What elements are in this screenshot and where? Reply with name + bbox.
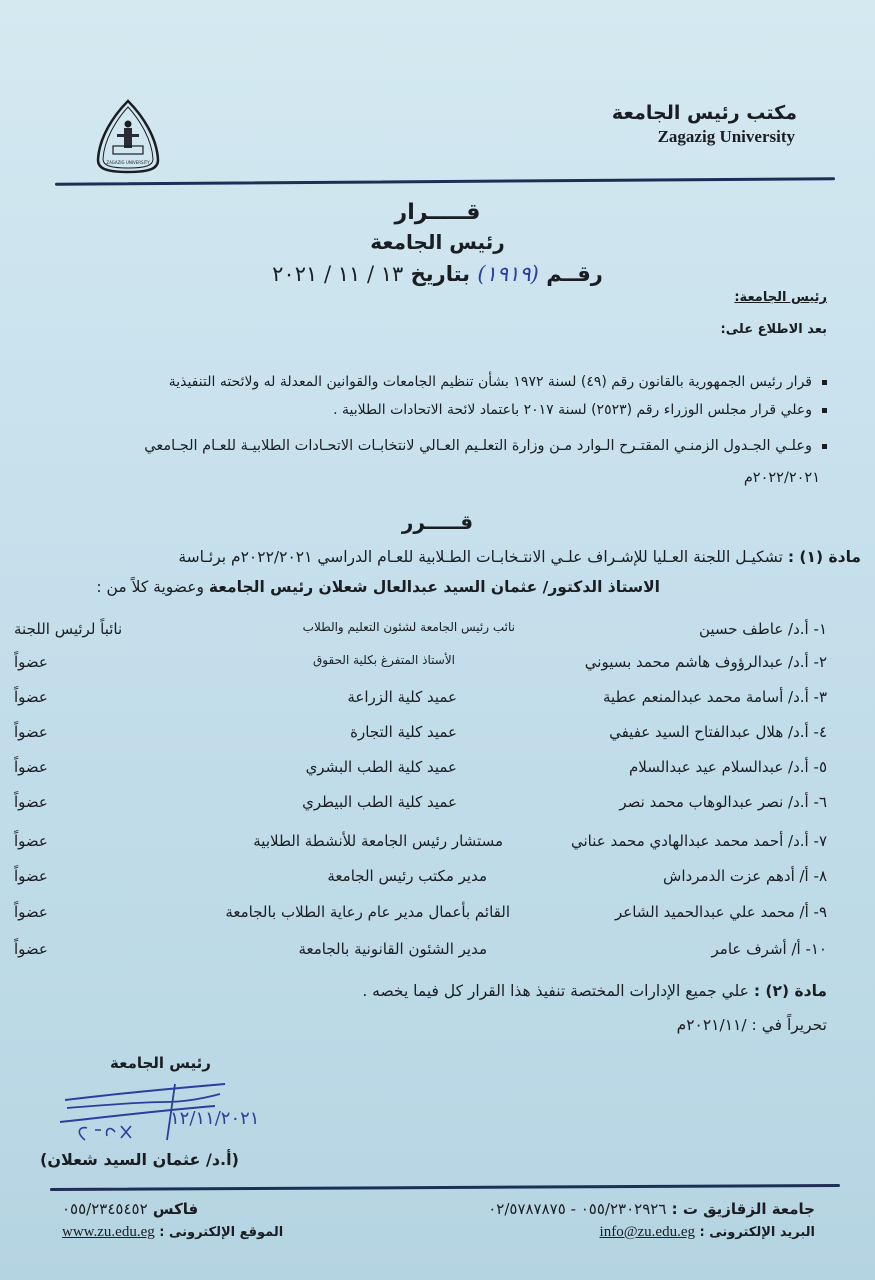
article-2-label: مادة (٢) :	[753, 982, 827, 1000]
footer-fax: فاكس ٠٥٥/٢٣٤٥٤٥٢	[62, 1200, 199, 1218]
footer-website: الموقع الإلكترونى : www.zu.edu.eg	[62, 1224, 284, 1240]
article-1-chair	[96, 578, 660, 596]
member-row: ٤- أ.د/ هلال عبدالفتاح السيد عفيفي عميد كلية التجارة عضواً	[14, 723, 827, 741]
article-2	[362, 982, 827, 1000]
decision-number-line	[0, 262, 875, 286]
bullet-square-icon	[822, 408, 827, 413]
addressee: رئيس الجامعة:	[734, 290, 827, 305]
handwritten-date: ١٢/١١/٢٠٢١	[170, 1108, 260, 1129]
preamble-bullet-3: وعلـي الجـدول الزمنـي المقتـرح الـوارد مـن وزارة التعلـيم العـالي لانتخابـات الاتحـادات الطلابيـة للعـام الجـامعي	[144, 438, 827, 454]
decided-heading: قـــــرر	[401, 510, 474, 534]
member-row: ١- أ.د/ عاطف حسين نائب رئيس الجامعة لشئون التعليم والطلاب نائباً لرئيس اللجنة	[14, 620, 827, 638]
article-1	[178, 548, 861, 566]
preamble-bullet-2: وعلي قرار مجلس الوزراء رقم (٢٥٢٣) لسنة ٢٠١٧ باعتماد لائحة الاتحادات الطلابية .	[333, 402, 827, 418]
membership-text: وعضوية كلاً من :	[96, 578, 204, 596]
member-row: ٥- أ.د/ عبدالسلام عيد عبدالسلام عميد كلية الطب البشري عضواً	[14, 758, 827, 776]
signatory-name: (أ.د/ عثمان السيد شعلان)	[40, 1150, 239, 1169]
after-review-label: بعد الاطلاع على:	[720, 322, 827, 337]
email-link[interactable]: info@zu.edu.eg	[599, 1224, 695, 1240]
issuer-title: رئيس الجامعة	[370, 230, 505, 254]
member-row: ٩- أ/ محمد علي عبدالحميد الشاعر القائم بأعمال مدير عام رعاية الطلاب بالجامعة عضواً	[14, 903, 827, 921]
university-crest-icon	[93, 98, 163, 176]
bullet-square-icon	[822, 380, 827, 385]
svg-text:ZAGAZIG UNIVERSITY: ZAGAZIG UNIVERSITY	[106, 160, 150, 165]
university-name-en: Zagazig University	[657, 127, 795, 146]
article-1-text: تشكيـل اللجنة العـليا للإشـراف علـي الانتـخابـات الطـلابية للعـام الدراسي ٢٠٢٢/٢٠٢١م برئـاسة	[178, 548, 783, 566]
header-divider	[55, 177, 835, 185]
number-label: رقــم	[546, 262, 603, 286]
office-title: مكتب رئيس الجامعة	[611, 102, 797, 124]
footer-email: البريد الإلكترونى : info@zu.edu.eg	[599, 1224, 815, 1240]
website-link[interactable]: www.zu.edu.eg	[62, 1224, 155, 1240]
article-1-label: مادة (١) :	[787, 548, 861, 566]
footer-divider	[50, 1184, 840, 1191]
chair-name: الاستاذ الدكتور/ عثمان السيد عبدالعال شعلان رئيس الجامعة	[208, 578, 660, 596]
signature-title: رئيس الجامعة	[110, 1054, 211, 1072]
date-label: بتاريخ	[410, 262, 471, 286]
member-row: ٦- أ.د/ نصر عبدالوهاب محمد نصر عميد كلية الطب البيطري عضواً	[14, 793, 827, 811]
article-2-text: علي جميع الإدارات المختصة تنفيذ هذا القرار كل فيما يخصه .	[362, 982, 749, 1000]
member-row: ٧- أ.د/ أحمد محمد عبدالهادي محمد عناني مستشار رئيس الجامعة للأنشطة الطلابية عضواً	[14, 832, 827, 850]
handwritten-signature	[55, 1080, 260, 1150]
preamble-bullet-1: قرار رئيس الجمهورية بالقانون رقم (٤٩) لسنة ١٩٧٢ بشأن تنظيم الجامعات والقوانين المعدلة له ولائحته التنفيذية	[169, 374, 827, 390]
member-row: ٣- أ.د/ أسامة محمد عبدالمنعم عطية عميد كلية الزراعة عضواً	[14, 688, 827, 706]
date-value: ١٣ / ١١ / ٢٠٢١	[272, 262, 404, 286]
decision-title: قـــــرار	[394, 200, 481, 225]
footer-phones: جامعة الزقازيق ت : ٠٥٥/٢٣٠٢٩٢٦ - ٠٢/٥٧٨٧٨٧٥	[488, 1200, 815, 1218]
number-value: (١٩١٩)	[477, 262, 539, 286]
bullet-square-icon	[822, 444, 827, 449]
written-on-date: تحريراً في : /٢٠٢١/١١م	[676, 1016, 827, 1034]
member-row: ٢- أ.د/ عبدالرؤوف هاشم محمد بسيوني الأستاذ المتفرغ بكلية الحقوق عضواً	[14, 653, 827, 671]
preamble-bullet-3-continuation: ٢٠٢٢/٢٠٢١م	[743, 470, 820, 486]
member-row: ١٠- أ/ أشرف عامر مدير الشئون القانونية بالجامعة عضواً	[14, 940, 827, 958]
member-row: ٨- أ/ أدهم عزت الدمرداش مدير مكتب رئيس الجامعة عضواً	[14, 867, 827, 885]
university-logo	[93, 98, 163, 176]
